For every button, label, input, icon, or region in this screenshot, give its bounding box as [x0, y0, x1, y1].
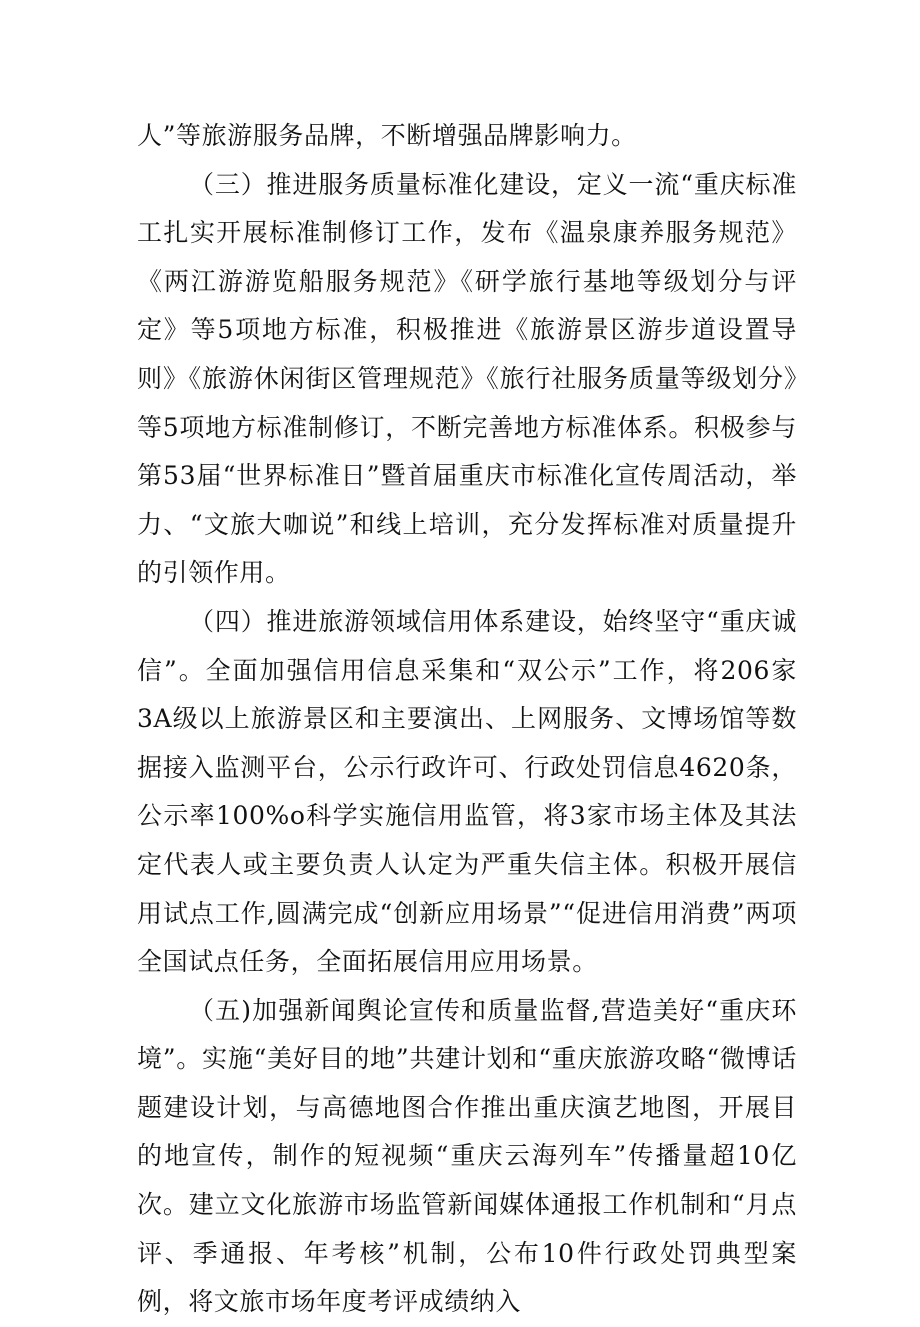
paragraph-section-4: （四）推进旅游领域信用体系建设，始终坚守“重庆诚信”。全面加强信用信息采集和“双公示”工作，将206家3A级以上旅游景区和主要演出、上网服务、文博场馆等数据接入监测平台，公示行政许可、行政处罚信息4620条，公示率100%o科学实施信用监管，将3家市场主体及其法定代表人或主要负责人认定为严重失信主体。积极开展信用试点工作,圆满完成“创新应用场景”“促进信用消费”两项全国试点任务，全面拓展信用应用场景。 [137, 606, 797, 977]
document-body [137, 112, 797, 1327]
paragraph-continuation: 人”等旅游服务品牌，不断增强品牌影响力。 [137, 121, 637, 150]
paragraph-section-5: （五)加强新闻舆论宣传和质量监督,营造美好“重庆环境”。实施“美好目的地”共建计划和“重庆旅游攻略“微博话题建设计划，与高德地图合作推出重庆演艺地图，开展目的地宣传，制作的短视频“重庆云海列车”传播量超10亿次。建立文化旅游市场监管新闻媒体通报工作机制和“月点评、季通报、年考核”机制，公布10件行政处罚典型案例，将文旅市场年度考评成绩纳入 [137, 995, 797, 1317]
paragraph-section-3: （三）推进服务质量标准化建设，定义一流“重庆标准工扎实开展标准制修订工作，发布《温泉康养服务规范》《两江游游览船服务规范》《研学旅行基地等级划分与评定》等5项地方标准，积极推进《旅游景区游步道设置导则》《旅游休闲街区管理规范》《旅行社服务质量等级划分》等5项地方标准制修订，不断完善地方标准体系。积极参与第53届“世界标准日”暨首届重庆市标准化宣传周活动，举力、“文旅大咖说”和线上培训，充分发挥标准对质量提升的引领作用。 [137, 169, 797, 588]
